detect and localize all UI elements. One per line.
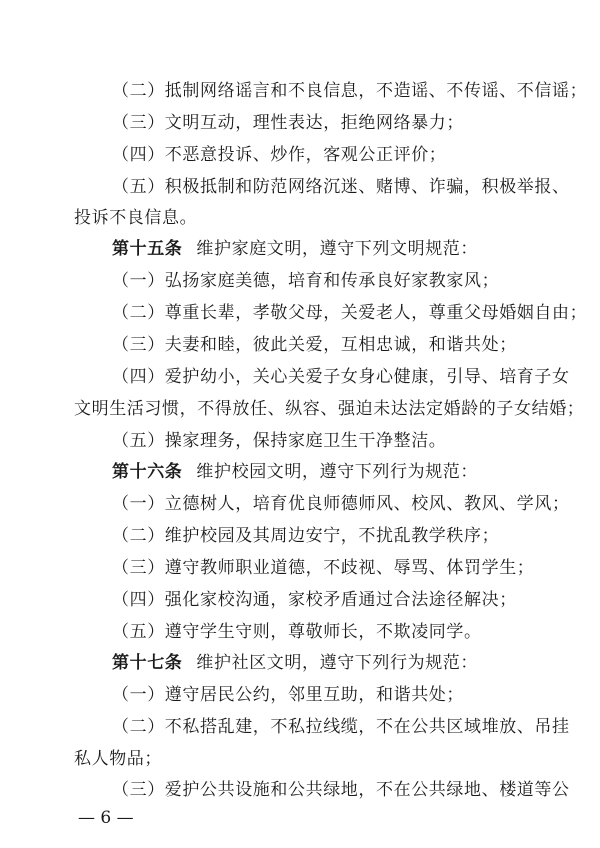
paragraph-text: （三）文明互动，理性表达，拒绝网络暴力； bbox=[112, 113, 464, 133]
paragraph-text: （一）立德树人，培育优良师德师风、校风、教风、学风； bbox=[112, 494, 570, 514]
paragraph-text: 投诉不良信息。 bbox=[74, 208, 198, 228]
paragraph-line bbox=[112, 270, 499, 292]
paragraph-text: （二）不私搭乱建，不私拉线缆，不在公共区域堆放、吊挂 bbox=[112, 717, 570, 737]
paragraph-line bbox=[74, 398, 584, 420]
paragraph-text: （三）遵守教师职业道德，不歧视、辱骂、体罚学生； bbox=[112, 558, 535, 578]
article-title: 维护校园文明，遵守下列行为规范： bbox=[196, 462, 479, 482]
article-number: 第十五条 bbox=[112, 239, 183, 259]
paragraph-line bbox=[112, 557, 534, 579]
article-title: 维护家庭文明，遵守下列文明规范： bbox=[196, 239, 479, 259]
paragraph-line bbox=[112, 144, 446, 166]
paragraph-line bbox=[112, 779, 570, 801]
article-title: 维护社区文明，遵守下列行为规范： bbox=[196, 653, 479, 673]
article-number: 第十六条 bbox=[112, 462, 183, 482]
article-heading bbox=[112, 238, 478, 260]
paragraph-text: 私人物品； bbox=[74, 749, 162, 769]
paragraph-line bbox=[74, 748, 162, 770]
paragraph-text: （四）强化家校沟通，家校矛盾通过合法途径解决； bbox=[112, 590, 517, 610]
paragraph-text: （二）维护校园及其周边安宁，不扰乱教学秩序； bbox=[112, 526, 500, 546]
paragraph-text: （四）爱护幼小，关心关爱子女身心健康，引导、培育子女 bbox=[112, 367, 570, 387]
article-heading bbox=[112, 652, 478, 674]
paragraph-line bbox=[112, 80, 587, 102]
paragraph-line bbox=[112, 684, 464, 706]
paragraph-line bbox=[112, 716, 570, 738]
page-number: — 6 — bbox=[78, 808, 134, 828]
paragraph-text: 文明生活习惯，不得放任、纵容、强迫未达法定婚龄的子女结婚； bbox=[74, 399, 585, 419]
paragraph-text: （一）弘扬家庭美德，培育和传承良好家教家风； bbox=[112, 271, 500, 291]
paragraph-line bbox=[112, 621, 482, 643]
paragraph-line bbox=[112, 176, 570, 198]
paragraph-text: （一）遵守居民公约，邻里互助，和谐共处； bbox=[112, 685, 464, 705]
paragraph-line bbox=[112, 112, 464, 134]
paragraph-text: （二）尊重长辈，孝敬父母，关爱老人，尊重父母婚姻自由； bbox=[112, 303, 588, 323]
paragraph-text: （五）积极抵制和防范网络沉迷、赌博、诈骗，积极举报、 bbox=[112, 177, 570, 197]
article-heading bbox=[112, 461, 478, 483]
paragraph-line bbox=[112, 366, 570, 388]
paragraph-line bbox=[112, 302, 587, 324]
paragraph-text: （二）抵制网络谣言和不良信息，不造谣、不传谣、不信谣； bbox=[112, 81, 588, 101]
paragraph-text: （三）爱护公共设施和公共绿地，不在公共绿地、楼道等公 bbox=[112, 780, 570, 800]
paragraph-line bbox=[112, 525, 499, 547]
paragraph-text: （三）夫妻和睦，彼此关爱，互相忠诚，和谐共处； bbox=[112, 335, 517, 355]
paragraph-text: （五）遵守学生守则，尊敬师长，不欺凌同学。 bbox=[112, 622, 482, 642]
paragraph-line bbox=[112, 493, 570, 515]
paragraph-line bbox=[112, 589, 517, 611]
paragraph-line bbox=[112, 334, 517, 356]
paragraph-text: （五）操家理务，保持家庭卫生干净整洁。 bbox=[112, 431, 447, 451]
paragraph-line bbox=[74, 207, 197, 229]
article-number: 第十七条 bbox=[112, 653, 183, 673]
paragraph-text: （四）不恶意投诉、炒作，客观公正评价； bbox=[112, 145, 447, 165]
paragraph-line bbox=[112, 430, 446, 452]
